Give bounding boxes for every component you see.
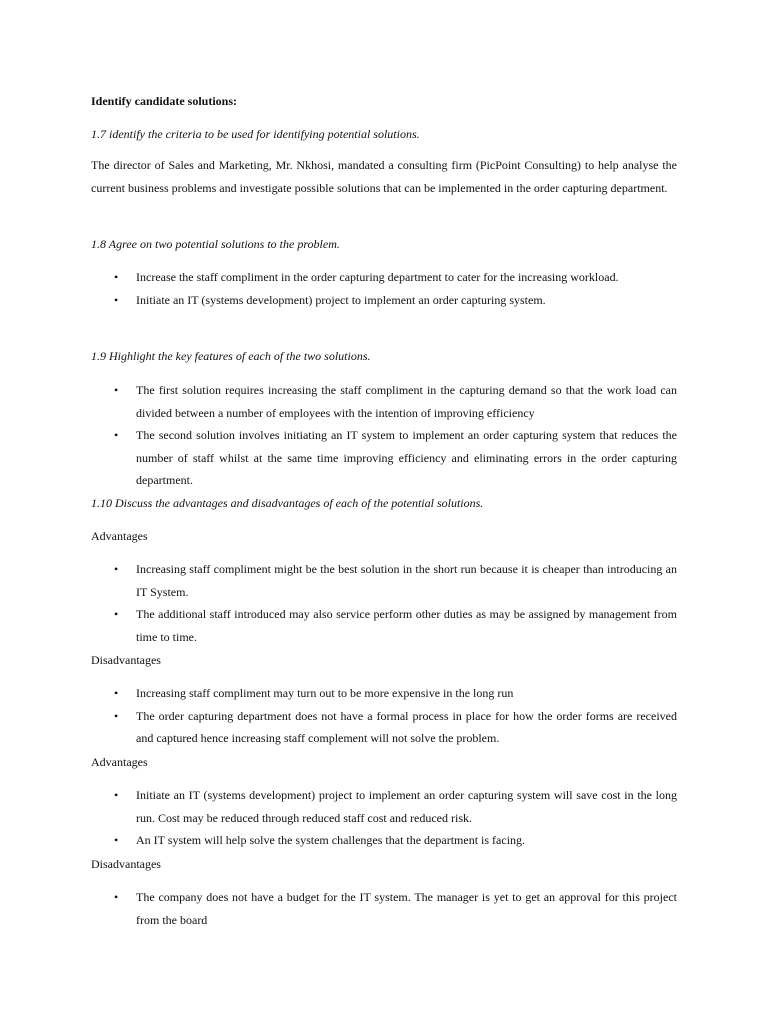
section-1-9-list xyxy=(0,379,677,492)
list-item: • The first solution requires increasing the staff compliment in the capturing demand so that the work load can divided between a number of employees with the intention of improving efficiency xyxy=(0,379,677,424)
disadvantages-list-1 xyxy=(0,682,677,750)
bullet-icon: • xyxy=(114,833,119,847)
bullet-icon: • xyxy=(114,383,119,397)
bullet-icon: • xyxy=(114,270,119,284)
advantages-list-2 xyxy=(0,784,677,852)
list-item: • The additional staff introduced may also service perform other duties as may be assigned by management from time to time. xyxy=(0,603,677,648)
list-item: • The order capturing department does not have a formal process in place for how the order forms are received and captured hence increasing staff complement will not solve the problem. xyxy=(0,705,677,750)
bullet-icon: • xyxy=(114,890,119,904)
section-1-7-title: 1.7 identify the criteria to be used for identifying potential solutions. xyxy=(91,127,420,141)
list-item: • The second solution involves initiating an IT system to implement an order capturing system that reduces the number of staff whilst at the same time improving efficiency and eliminating errors in the order capturing department. xyxy=(0,424,677,492)
bullet-icon: • xyxy=(114,607,119,621)
section-1-8-list xyxy=(0,266,677,311)
bullet-icon: • xyxy=(114,292,119,307)
advantages-label: Advantages xyxy=(91,755,148,769)
bullet-icon: • xyxy=(114,686,119,700)
list-item: • Initiate an IT (systems development) project to implement an order capturing system will save cost in the long run. Cost may be reduced through reduced staff cost and reduced risk. xyxy=(0,784,677,829)
bullet-icon: • xyxy=(114,428,119,442)
list-item: • Increasing staff compliment might be the best solution in the short run because it is cheaper than introducing an IT System. xyxy=(0,558,677,603)
disadvantages-label: Disadvantages xyxy=(91,857,161,871)
list-item: • An IT system will help solve the system challenges that the department is facing. xyxy=(0,829,677,852)
section-heading: Identify candidate solutions: xyxy=(91,94,238,108)
section-1-7-paragraph: The director of Sales and Marketing, Mr. Nkhosi, mandated a consulting firm (PicPoint Consulting) to help analyse the current business problems and investigate possible solutions that can be implemented in the order capturing department. xyxy=(91,158,677,195)
section-1-8-title: 1.8 Agree on two potential solutions to the problem. xyxy=(91,237,340,251)
advantages-label: Advantages xyxy=(91,529,148,543)
list-item: • The company does not have a budget for the IT system. The manager is yet to get an approval for this project from the board xyxy=(0,886,677,931)
disadvantages-label: Disadvantages xyxy=(91,653,161,667)
bullet-icon: • xyxy=(114,708,119,723)
disadvantages-list-2 xyxy=(0,886,677,931)
bullet-icon: • xyxy=(114,562,119,576)
section-1-10-title: 1.10 Discuss the advantages and disadvantages of each of the potential solutions. xyxy=(91,496,484,510)
bullet-icon: • xyxy=(114,788,119,802)
advantages-list-1 xyxy=(0,558,677,648)
list-item: • Increase the staff compliment in the order capturing department to cater for the increasing workload. xyxy=(0,266,677,289)
list-item: • Increasing staff compliment may turn out to be more expensive in the long run xyxy=(0,682,677,705)
list-item: • Initiate an IT (systems development) project to implement an order capturing system. xyxy=(0,289,677,312)
section-1-9-title: 1.9 Highlight the key features of each of the two solutions. xyxy=(91,349,371,363)
